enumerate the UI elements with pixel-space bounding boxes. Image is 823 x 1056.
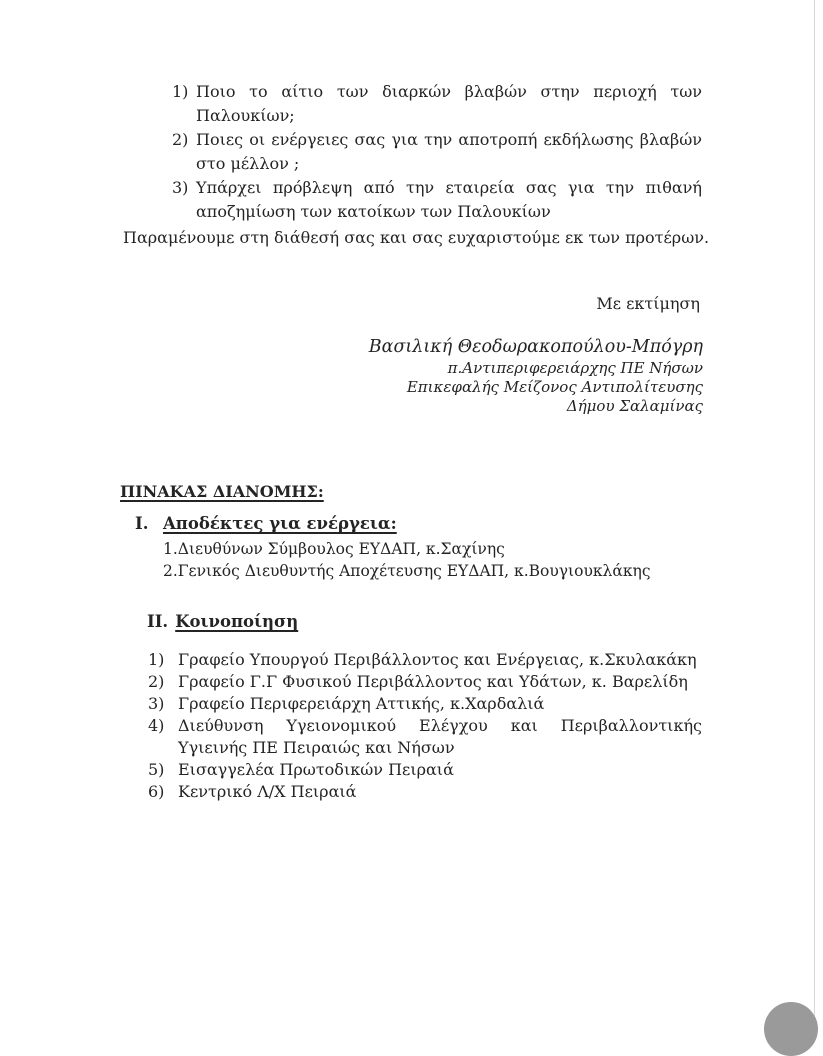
- question-text: Υπάρχει πρόβλεψη από την εταιρεία σας για την πιθανή αποζημίωση των κατοίκων των Παλουκίων: [196, 178, 702, 221]
- cc-item: [148, 781, 702, 803]
- question-number: 1): [172, 82, 189, 101]
- cc-item: [148, 693, 702, 715]
- section1-numeral: I.: [135, 514, 149, 533]
- closing-paragraph: Παραμένουμε στη διάθεσή σας και σας ευχαριστούμε εκ των προτέρων.: [123, 228, 710, 247]
- cc-item: [148, 715, 702, 759]
- valediction: Με εκτίμηση: [596, 294, 700, 313]
- recipients-list: [163, 538, 651, 582]
- section1-heading: [135, 514, 651, 533]
- cc-text: Γραφείο Περιφερειάρχη Αττικής, κ.Χαρδαλιά: [178, 694, 545, 713]
- cc-text: Διεύθυνση Υγειονομικού Ελέγχου και Περιβαλλοντικής Υγιεινής ΠΕ Πειραιώς και Νήσων: [178, 716, 702, 757]
- cc-number: 5): [148, 760, 165, 779]
- section1-title: Αποδέκτες για ενέργεια:: [163, 514, 397, 533]
- question-text: Ποιες οι ενέργειες σας για την αποτροπή εκδήλωσης βλαβών στο μέλλον ;: [196, 130, 702, 173]
- cc-text: Γραφείο Υπουργού Περιβάλλοντος και Ενέργειας, κ.Σκυλακάκη: [178, 650, 697, 669]
- signatory-title: π.Αντιπεριφερειάρχης ΠΕ Νήσων: [447, 359, 703, 377]
- question-number: 3): [172, 178, 189, 197]
- cc-number: 4): [148, 716, 165, 735]
- question-item: [172, 128, 702, 176]
- cc-number: 1): [148, 650, 165, 669]
- question-item: [172, 80, 702, 128]
- section2-heading: [147, 612, 298, 631]
- cc-list: [148, 649, 702, 803]
- cc-number: 3): [148, 694, 165, 713]
- section-recipients: [135, 514, 651, 582]
- distribution-table-heading: ΠΙΝΑΚΑΣ ΔΙΑΝΟΜΗΣ:: [120, 482, 324, 501]
- page-right-edge: [814, 0, 815, 1024]
- questions-list: [172, 80, 702, 224]
- signatory-title: Επικεφαλής Μείζονος Αντιπολίτευσης: [406, 378, 703, 396]
- signature-block: [0, 336, 703, 416]
- signatory-title: Δήμου Σαλαμίνας: [566, 397, 703, 415]
- cc-item: [148, 759, 702, 781]
- cc-text: Γραφείο Γ.Γ Φυσικού Περιβάλλοντος και Υδάτων, κ. Βαρελίδη: [178, 672, 688, 691]
- cc-item: [148, 649, 702, 671]
- cc-number: 2): [148, 672, 165, 691]
- cc-text: Εισαγγελέα Πρωτοδικών Πειραιά: [178, 760, 454, 779]
- recipient-item: 1.Διευθύνων Σύμβουλος ΕΥΔΑΠ, κ.Σαχίνης: [163, 540, 505, 558]
- section2-numeral: II.: [147, 612, 169, 631]
- question-text: Ποιο το αίτιο των διαρκών βλαβών στην περιοχή των Παλουκίων;: [196, 82, 702, 125]
- question-item: [172, 176, 702, 224]
- cc-number: 6): [148, 782, 165, 801]
- question-number: 2): [172, 130, 189, 149]
- section2-title: Κοινοποίηση: [175, 612, 299, 631]
- cc-item: [148, 671, 702, 693]
- floating-circle-button[interactable]: [764, 1002, 818, 1056]
- signatory-name: Βασιλική Θεοδωρακοπούλου-Μπόγρη: [368, 337, 703, 357]
- cc-text: Κεντρικό Λ/Χ Πειραιά: [178, 782, 357, 801]
- recipient-item: 2.Γενικός Διευθυντής Αποχέτευσης ΕΥΔΑΠ, κ.Βουγιουκλάκης: [163, 562, 651, 580]
